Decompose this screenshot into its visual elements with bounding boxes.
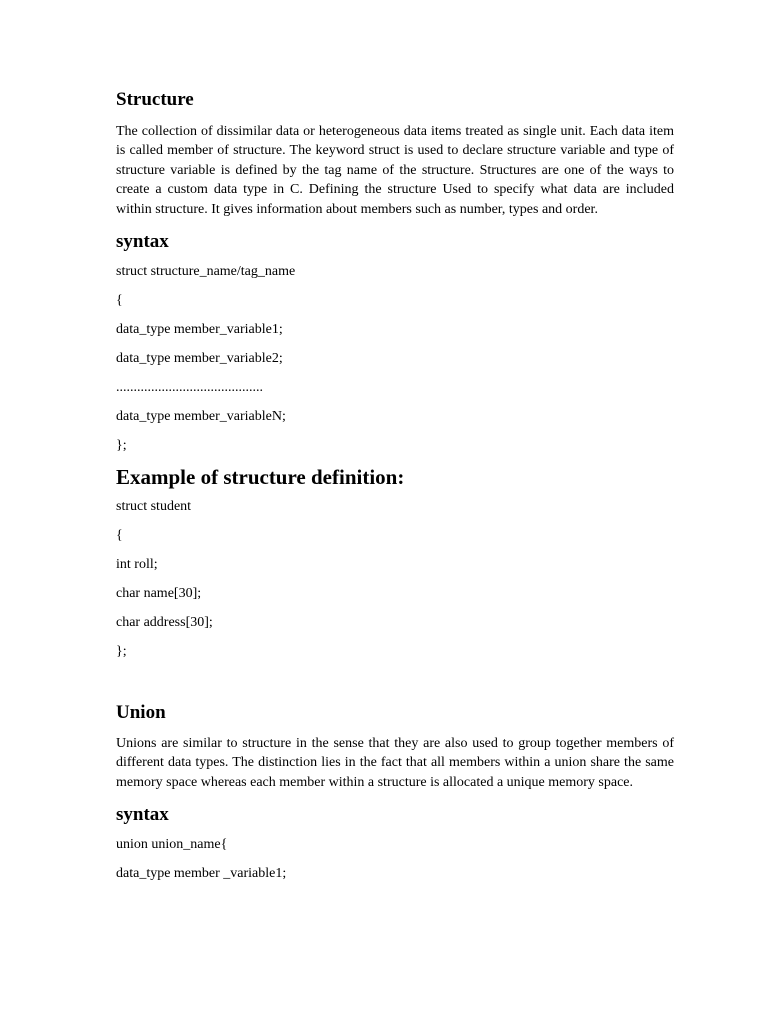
document-page [116,88,674,883]
structure-syntax-line: data_type member_variable2; [116,351,283,367]
structure-syntax-line: }; [116,438,127,454]
structure-syntax-line: struct structure_name/tag_name [116,264,296,280]
structure-syntax-heading: syntax [116,231,169,253]
union-syntax-line: data_type member _variable1; [116,866,287,882]
example-line: { [116,528,123,544]
example-line: int roll; [116,557,158,573]
example-line: struct student [116,499,192,515]
union-syntax-line: union union_name{ [116,837,228,853]
structure-syntax-line: { [116,293,123,309]
union-syntax-heading: syntax [116,804,169,826]
union-heading: Union [116,702,166,724]
structure-syntax-line: data_type member_variable1; [116,322,283,338]
structure-heading: Structure [116,89,194,110]
example-line: }; [116,644,127,660]
structure-syntax-line: .......................................... [116,380,263,396]
union-paragraph: Unions are similar to structure in the sense that they are also used to group together members of different data types. The distinction lies in the fact that all members within a union share the same memory space whereas each member within a structure is allocated a unique memory space. [116,736,674,790]
structure-syntax-line: data_type member_variableN; [116,409,286,425]
example-line: char name[30]; [116,586,202,602]
structure-paragraph: The collection of dissimilar data or heterogeneous data items treated as single unit. Each data item is called member of structure. The keyword struct is used to declare structure variable and type of structure variable is defined by the tag name of the structure. Structures are one of the ways to create a custom data type in C. Defining the structure Used to specify what data are included within structure. It gives information about members such as number, types and order. [116,124,674,217]
example-line: char address[30]; [116,615,213,631]
example-heading: Example of structure definition: [116,465,405,490]
